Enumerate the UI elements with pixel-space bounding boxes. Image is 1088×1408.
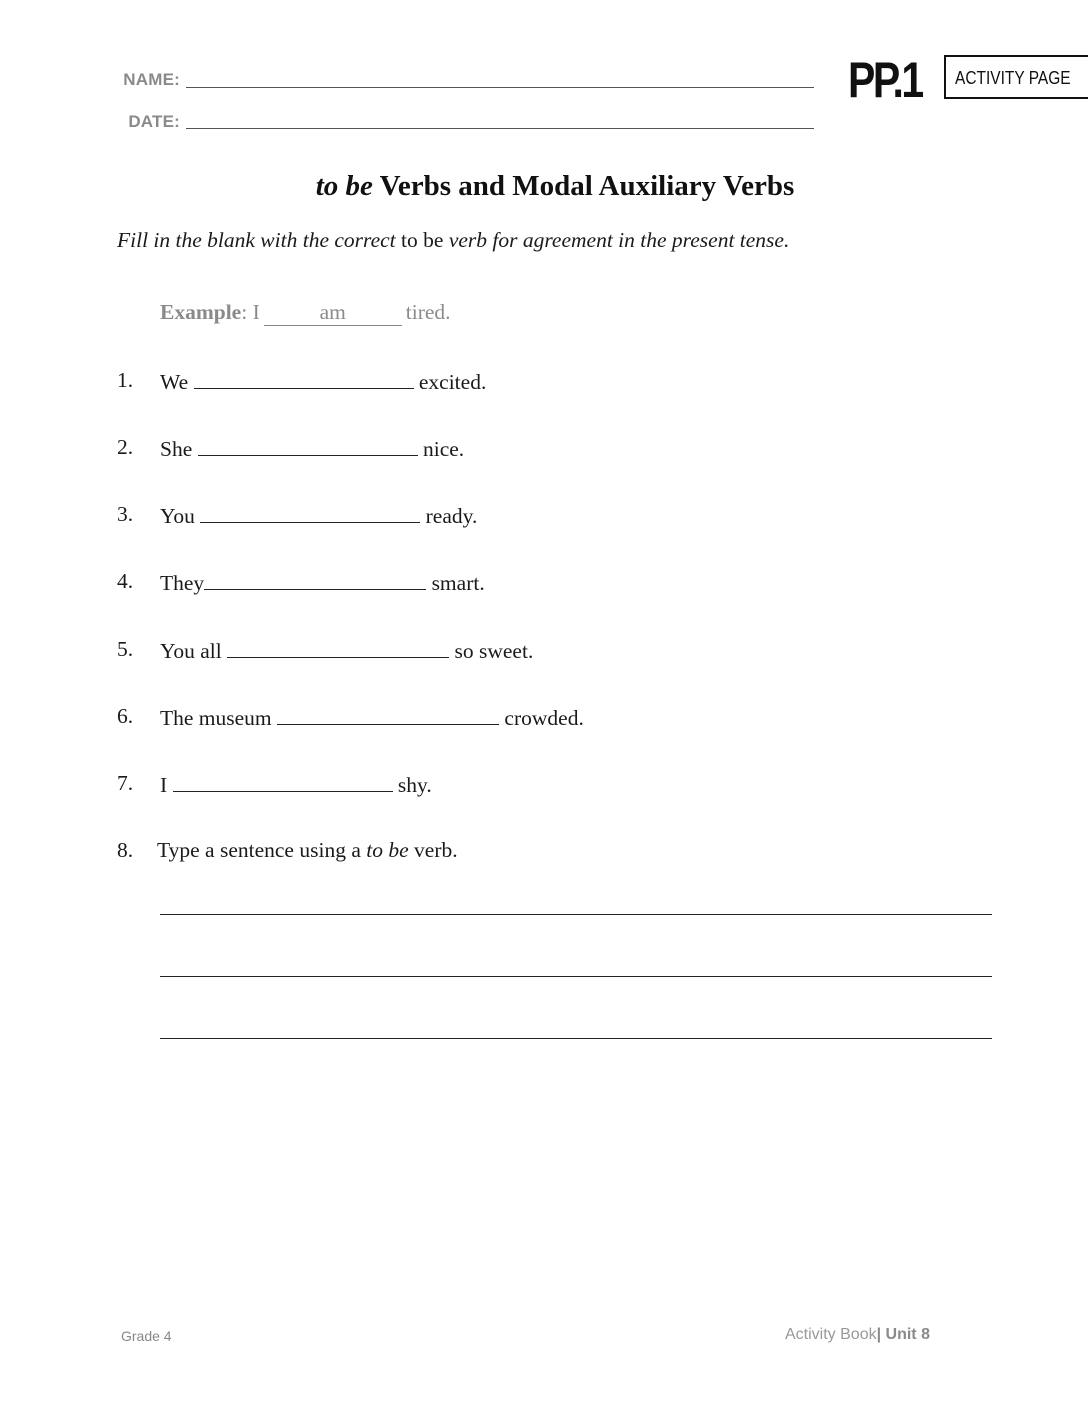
answer-blank[interactable] <box>277 704 499 725</box>
item-number: 2. <box>117 435 134 459</box>
example-label: Example <box>160 300 242 324</box>
sentence-line-2[interactable] <box>160 976 992 977</box>
item-before: She <box>160 437 193 461</box>
item-row <box>160 368 486 395</box>
item-before: We <box>160 370 189 394</box>
answer-blank[interactable] <box>173 771 393 792</box>
item-8-prompt <box>157 838 458 863</box>
item-row <box>160 435 464 462</box>
footer-grade: Grade 4 <box>121 1328 172 1344</box>
example-line <box>160 300 451 326</box>
name-label: NAME: <box>123 70 180 89</box>
answer-blank[interactable] <box>200 502 420 523</box>
sentence-line-3[interactable] <box>160 1038 992 1039</box>
answer-blank[interactable] <box>194 368 414 389</box>
item-8-italic: to be <box>366 838 409 862</box>
page-code: PP.1 <box>848 52 922 108</box>
footer-unit: Unit 8 <box>885 1326 930 1343</box>
item-row <box>160 569 485 596</box>
item-number: 4. <box>117 569 134 593</box>
item-before: I <box>160 773 168 797</box>
footer-separator: | <box>876 1326 882 1343</box>
date-label: DATE: <box>128 112 180 131</box>
sentence-line-1[interactable] <box>160 914 992 915</box>
item-row <box>160 637 533 664</box>
item-number: 8. <box>117 838 134 862</box>
instructions-part3: verb for agreement in the present tense. <box>448 228 790 252</box>
item-number: 6. <box>117 704 134 728</box>
item-after: shy. <box>397 773 432 797</box>
instructions <box>117 228 789 253</box>
item-after: so sweet. <box>454 639 534 663</box>
item-number: 7. <box>117 771 134 795</box>
item-number: 5. <box>117 637 134 661</box>
instructions-part2: to be <box>401 228 444 252</box>
title-rest: Verbs and Modal Auxiliary Verbs <box>379 170 795 202</box>
instructions-part1: Fill in the blank with the correct <box>117 228 396 252</box>
page-title <box>0 170 1088 203</box>
footer-book-unit <box>785 1326 930 1344</box>
item-8-after: verb. <box>414 838 458 862</box>
item-before: You <box>160 504 195 528</box>
example-answer: am <box>264 301 402 326</box>
answer-blank[interactable] <box>204 569 426 590</box>
item-before: You all <box>160 639 222 663</box>
item-after: crowded. <box>504 706 584 730</box>
activity-page-text: ACTIVITY PAGE <box>955 68 1071 88</box>
item-8-before: Type a sentence using a <box>157 838 361 862</box>
item-before: The museum <box>160 706 272 730</box>
footer-book: Activity Book <box>785 1326 877 1343</box>
item-after: ready. <box>425 504 478 528</box>
item-after: smart. <box>431 571 485 595</box>
example-rest: tired. <box>405 300 451 324</box>
item-after: excited. <box>418 370 487 394</box>
answer-blank[interactable] <box>227 637 449 658</box>
activity-page-badge <box>944 55 1088 99</box>
item-before: They <box>160 571 205 595</box>
answer-blank[interactable] <box>198 435 418 456</box>
item-row <box>160 502 477 529</box>
date-line[interactable] <box>186 128 814 129</box>
name-line[interactable] <box>186 87 814 88</box>
item-after: nice. <box>423 437 465 461</box>
item-number: 1. <box>117 368 134 392</box>
item-row <box>160 771 432 798</box>
example-subject: : I <box>241 300 260 324</box>
item-number: 3. <box>117 502 134 526</box>
item-row <box>160 704 584 731</box>
title-italic: to be <box>315 170 373 202</box>
